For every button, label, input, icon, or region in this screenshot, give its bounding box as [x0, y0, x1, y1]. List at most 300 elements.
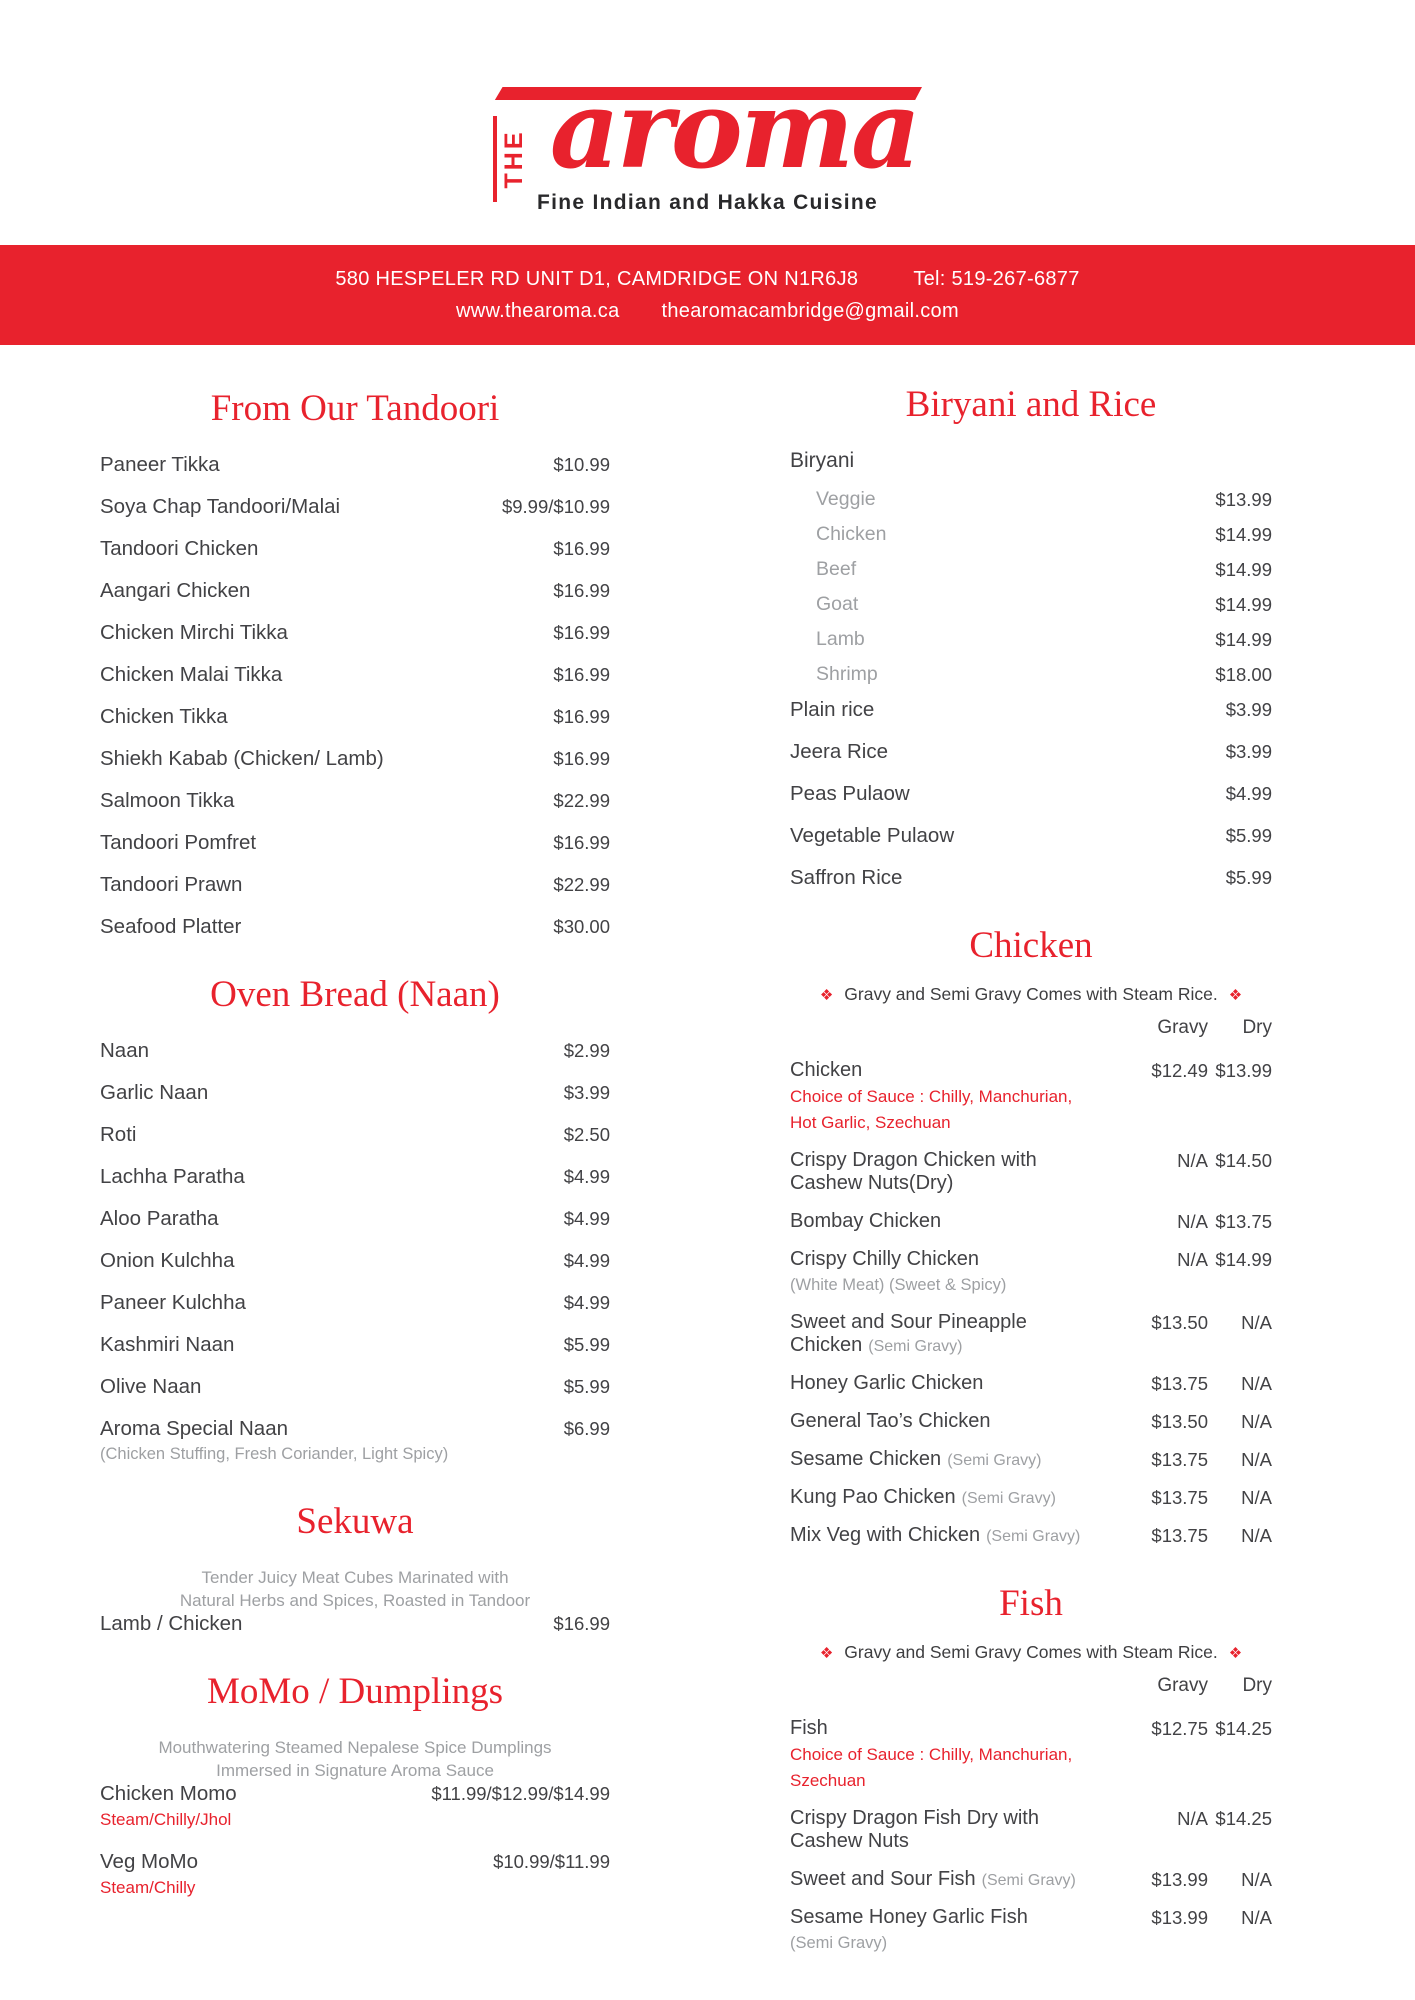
- item-name-block: [790, 593, 1215, 616]
- item-inline-note: (Semi Gravy): [981, 1872, 1076, 1889]
- item-name-line: [100, 1123, 550, 1146]
- menu-right-column: [790, 384, 1272, 1990]
- item-name: Goat: [816, 593, 859, 615]
- item-name-block: [100, 831, 553, 854]
- item-name: Lamb / Chicken: [100, 1612, 243, 1635]
- item-price: $2.50: [563, 1124, 610, 1145]
- item-name: Salmoon Tikka: [100, 789, 235, 812]
- item-name: Sweet and Sour Pineapple Chicken: [790, 1311, 1027, 1356]
- menu-item-row: [100, 537, 610, 560]
- contact-line-1: [335, 268, 1079, 291]
- menu-item-row: [790, 1059, 1272, 1134]
- item-name: Beef: [816, 558, 857, 580]
- menu-item-row: [790, 628, 1272, 651]
- menu-item-row: [100, 1291, 610, 1314]
- menu-item-row: [100, 915, 610, 938]
- item-name-line: [100, 1333, 550, 1356]
- item-sub-note: (Chicken Stuffing, Fresh Coriander, Light Spicy): [100, 1445, 449, 1463]
- section-subtitle: Natural Herbs and Spices, Roasted in Tandoor: [179, 1591, 531, 1610]
- item-name: Shiekh Kabab (Chicken/ Lamb): [100, 747, 384, 770]
- item-price-gravy: $13.99: [1151, 1907, 1208, 1928]
- menu-item-row: [100, 1207, 610, 1230]
- item-name: Jeera Rice: [790, 740, 888, 763]
- item-name: Sweet and Sour Fish: [790, 1868, 976, 1890]
- item-name: Fish: [790, 1717, 828, 1739]
- item-name: Garlic Naan: [100, 1081, 209, 1104]
- item-price: $14.99: [1215, 559, 1272, 580]
- item-name: Onion Kulchha: [100, 1249, 235, 1272]
- diamond-icon: ❖: [819, 1644, 834, 1662]
- item-name: Paneer Tikka: [100, 453, 220, 476]
- item-name: Chicken: [790, 1059, 863, 1081]
- section-subtitle: Immersed in Signature Aroma Sauce: [216, 1761, 494, 1780]
- item-price: $5.99: [1225, 825, 1272, 846]
- menu-item-row: [790, 740, 1272, 763]
- menu-item-row: [100, 453, 610, 476]
- item-inline-note: (Semi Gravy): [961, 1490, 1056, 1507]
- menu-section: [100, 1671, 610, 1899]
- item-name-block: [100, 1039, 564, 1062]
- item-price-gravy: $13.50: [1151, 1411, 1208, 1432]
- item-name: Sesame Chicken: [790, 1448, 942, 1470]
- item-price: $10.99: [553, 454, 610, 475]
- item-name: Sesame Honey Garlic Fish: [790, 1906, 1028, 1928]
- item-name-block: [790, 824, 1226, 847]
- phone-number: Tel: 519-267-6877: [913, 267, 1080, 290]
- item-price-gravy: N/A: [1177, 1150, 1208, 1171]
- item-price: $13.99: [1215, 489, 1272, 510]
- menu-item-row: [790, 1906, 1272, 1954]
- section-subtitle: Tender Juicy Meat Cubes Marinated with: [201, 1568, 509, 1587]
- item-name-line: [790, 1486, 1098, 1509]
- menu-item-row: [100, 1782, 610, 1831]
- item-price-dry: $13.75: [1215, 1211, 1272, 1232]
- item-price: $3.99: [563, 1082, 610, 1103]
- logo-the-text: THE: [493, 116, 529, 202]
- item-name-line: [790, 523, 1201, 546]
- item-price-dry: $13.99: [1215, 1060, 1272, 1081]
- item-name-block: [100, 537, 553, 560]
- menu-item-row: [790, 1410, 1272, 1433]
- item-name-line: [790, 488, 1201, 511]
- item-inline-note: (Semi Gravy): [947, 1452, 1042, 1469]
- menu-item-row: [790, 1717, 1272, 1792]
- item-name-line: [100, 537, 539, 560]
- item-name-line: [790, 663, 1201, 686]
- item-red-note: Choice of Sauce : Chilly, Manchurian,: [790, 1087, 1073, 1106]
- item-name: Kashmiri Naan: [100, 1333, 235, 1356]
- menu-item-row: [100, 1333, 610, 1356]
- item-price: $14.99: [1215, 594, 1272, 615]
- item-price: $16.99: [553, 706, 610, 727]
- price-column-label: Dry: [1242, 1675, 1272, 1696]
- item-name: Peas Pulaow: [790, 782, 910, 805]
- item-price-gravy: $12.75: [1151, 1718, 1208, 1739]
- item-price: $18.00: [1215, 664, 1272, 685]
- item-name-line: [100, 495, 488, 518]
- section-note-text: Gravy and Semi Gravy Comes with Steam Rice.: [844, 1642, 1218, 1662]
- item-price-dry: N/A: [1241, 1373, 1272, 1394]
- menu-item-row: [790, 1149, 1272, 1195]
- item-name-line: [790, 1210, 1098, 1233]
- item-price: $9.99/$10.99: [501, 496, 610, 517]
- logo-tagline: Fine Indian and Hakka Cuisine: [536, 191, 879, 214]
- item-name-block: [790, 782, 1226, 805]
- price-column-headers: [790, 1017, 1272, 1039]
- item-name-block: [790, 663, 1215, 686]
- item-name: Chicken Mirchi Tikka: [100, 621, 288, 644]
- item-name-block: [100, 495, 502, 518]
- price-column-headers: [790, 1675, 1272, 1697]
- item-name-line: [100, 1081, 550, 1104]
- item-name-block: [790, 1210, 1112, 1233]
- item-name-block: [790, 866, 1226, 889]
- menu-section: [100, 1501, 610, 1635]
- item-price-dry: $14.25: [1215, 1808, 1272, 1829]
- item-name-block: [790, 1906, 1112, 1954]
- item-name-block: [100, 1612, 553, 1635]
- item-name-line: [100, 1165, 550, 1188]
- price-header-spacer: [790, 1017, 1112, 1039]
- item-name-block: [790, 1248, 1112, 1296]
- item-price: $10.99/$11.99: [493, 1851, 610, 1872]
- item-name: Mix Veg with Chicken: [790, 1524, 981, 1546]
- item-price-dry: N/A: [1241, 1869, 1272, 1890]
- item-name-line: [790, 824, 1212, 847]
- item-name-block: [790, 1524, 1112, 1547]
- menu-item-row: [100, 747, 610, 770]
- item-name-line: [790, 449, 1258, 472]
- item-price: $4.99: [1225, 783, 1272, 804]
- item-price: $22.99: [553, 874, 610, 895]
- item-name-line: [100, 831, 539, 854]
- menu-section: [790, 925, 1272, 1547]
- item-name-line: [790, 1717, 1098, 1740]
- item-name-line: [100, 1375, 550, 1398]
- item-name-block: [790, 1448, 1112, 1471]
- section-note: [790, 984, 1272, 1005]
- menu-item-row: [790, 1210, 1272, 1233]
- item-red-note: Choice of Sauce : Chilly, Manchurian,: [790, 1745, 1073, 1764]
- menu-item-row: [100, 831, 610, 854]
- item-name-line: [100, 789, 539, 812]
- menu-item-row: [100, 1850, 610, 1899]
- item-price-dry: $14.50: [1215, 1150, 1272, 1171]
- item-name-block: [100, 915, 553, 938]
- item-name-line: [790, 1524, 1098, 1547]
- item-price: $2.99: [563, 1040, 610, 1061]
- item-name-line: [100, 453, 539, 476]
- menu-item-row: [790, 1248, 1272, 1296]
- item-price-gravy: $13.50: [1151, 1312, 1208, 1333]
- item-price: $16.99: [553, 580, 610, 601]
- menu-item-row: [790, 1448, 1272, 1471]
- item-price-dry: N/A: [1241, 1525, 1272, 1546]
- item-price: $16.99: [553, 832, 610, 853]
- menu-item-row: [100, 1123, 610, 1146]
- section-title: Chicken: [969, 925, 1093, 966]
- item-name: Plain rice: [790, 698, 875, 721]
- item-name-block: [100, 1165, 564, 1188]
- item-name-block: [790, 1059, 1112, 1134]
- section-title: Biryani and Rice: [905, 384, 1157, 425]
- item-name: Bombay Chicken: [790, 1210, 942, 1232]
- menu-item-row: [790, 523, 1272, 546]
- section-title: MoMo / Dumplings: [206, 1671, 504, 1712]
- menu-item-row: [100, 705, 610, 728]
- item-price: $4.99: [563, 1208, 610, 1229]
- item-price: $4.99: [563, 1166, 610, 1187]
- item-name-line: [790, 628, 1201, 651]
- item-price-gravy: N/A: [1177, 1249, 1208, 1270]
- item-price: $11.99/$12.99/$14.99: [431, 1783, 610, 1804]
- item-name-line: [790, 1448, 1098, 1471]
- item-name-block: [100, 1333, 564, 1356]
- item-price: $4.99: [563, 1292, 610, 1313]
- item-name: Saffron Rice: [790, 866, 903, 889]
- item-name-block: [100, 747, 553, 770]
- menu-item-row: [790, 1372, 1272, 1395]
- item-name: Honey Garlic Chicken: [790, 1372, 984, 1394]
- item-name-block: [100, 1207, 564, 1230]
- item-name: Chicken: [816, 523, 887, 545]
- item-name-block: [100, 789, 553, 812]
- item-name: Kung Pao Chicken: [790, 1486, 956, 1508]
- item-sub-note: (Semi Gravy): [790, 1934, 888, 1952]
- item-price-dry: $14.99: [1215, 1249, 1272, 1270]
- section-note-text: Gravy and Semi Gravy Comes with Steam Rice.: [844, 984, 1218, 1004]
- item-name: Aroma Special Naan: [100, 1417, 289, 1440]
- item-name-block: [790, 1807, 1112, 1853]
- item-name-line: [790, 1410, 1098, 1433]
- item-name-line: [790, 593, 1201, 616]
- item-name: Crispy Chilly Chicken: [790, 1248, 979, 1270]
- item-inline-note: (Semi Gravy): [986, 1528, 1081, 1545]
- item-name-line: [100, 621, 539, 644]
- restaurant-logo: [490, 67, 930, 205]
- item-inline-note: (Semi Gravy): [868, 1338, 963, 1355]
- item-name: Naan: [100, 1039, 150, 1062]
- item-price-gravy: $13.75: [1151, 1487, 1208, 1508]
- item-name: Chicken Tikka: [100, 705, 228, 728]
- item-name: Veg MoMo: [100, 1850, 198, 1873]
- menu-item-row: [100, 873, 610, 896]
- contact-line-2: [456, 300, 959, 323]
- item-name-line: [100, 1207, 550, 1230]
- item-name-line: [100, 705, 539, 728]
- item-name: Veggie: [816, 488, 876, 510]
- item-name-block: [790, 1717, 1112, 1792]
- item-red-note: Szechuan: [790, 1771, 866, 1790]
- item-name: Aangari Chicken: [100, 579, 251, 602]
- item-name-line: [100, 1782, 417, 1805]
- item-name-block: [100, 873, 553, 896]
- item-price-gravy: N/A: [1177, 1808, 1208, 1829]
- menu-item-row: [790, 1524, 1272, 1547]
- item-name: Crispy Dragon Chicken with Cashew Nuts(Dry): [790, 1149, 1037, 1194]
- diamond-icon: ❖: [819, 986, 834, 1004]
- item-price-gravy: $13.75: [1151, 1373, 1208, 1394]
- menu-item-row: [100, 663, 610, 686]
- item-name-line: [790, 782, 1212, 805]
- item-name-block: [790, 1149, 1112, 1195]
- item-name-block: [100, 1123, 564, 1146]
- diamond-icon: ❖: [1228, 1644, 1243, 1662]
- price-column-label: Dry: [1242, 1017, 1272, 1038]
- item-name-block: [100, 1850, 493, 1899]
- item-name: Paneer Kulchha: [100, 1291, 246, 1314]
- item-price: $3.99: [1225, 699, 1272, 720]
- menu-item-row: [790, 1311, 1272, 1357]
- item-name: Crispy Dragon Fish Dry with Cashew Nuts: [790, 1807, 1039, 1852]
- item-name: Chicken Malai Tikka: [100, 663, 283, 686]
- section-title: Oven Bread (Naan): [210, 974, 500, 1015]
- item-name: Seafood Platter: [100, 915, 242, 938]
- item-name-line: [100, 915, 539, 938]
- price-column-label: Gravy: [1157, 1675, 1208, 1696]
- item-name-block: [790, 449, 1272, 472]
- menu-item-row: [790, 1868, 1272, 1891]
- item-price: $16.99: [553, 538, 610, 559]
- menu-item-row: [790, 558, 1272, 581]
- item-name-block: [100, 1375, 564, 1398]
- section-subtitle: Mouthwatering Steamed Nepalese Spice Dumplings: [158, 1738, 552, 1757]
- item-name: Tandoori Prawn: [100, 873, 243, 896]
- item-price-dry: N/A: [1241, 1487, 1272, 1508]
- item-name-line: [790, 1149, 1098, 1195]
- item-name-block: [790, 1410, 1112, 1433]
- logo-brand-script: aroma: [549, 67, 919, 193]
- menu-item-row: [100, 1612, 610, 1635]
- street-address: 580 HESPELER RD UNIT D1, CAMDRIDGE ON N1R6J8: [335, 267, 859, 290]
- menu-item-row: [100, 621, 610, 644]
- item-price-gravy: $12.49: [1151, 1060, 1208, 1081]
- menu-item-row: [790, 824, 1272, 847]
- menu-item-row: [790, 449, 1272, 472]
- item-name-block: [100, 453, 553, 476]
- item-price: $5.99: [563, 1376, 610, 1397]
- item-red-note: Steam/Chilly: [100, 1878, 196, 1897]
- item-name-block: [790, 1311, 1112, 1357]
- email-address: thearomacambridge@gmail.com: [661, 299, 959, 322]
- item-name-block: [100, 1081, 564, 1104]
- item-name-block: [790, 523, 1215, 546]
- item-name-block: [790, 1372, 1112, 1395]
- item-name-block: [790, 558, 1215, 581]
- menu-item-row: [100, 789, 610, 812]
- menu-item-row: [790, 488, 1272, 511]
- item-price-dry: N/A: [1241, 1449, 1272, 1470]
- item-price-dry: N/A: [1241, 1907, 1272, 1928]
- item-name-block: [790, 698, 1226, 721]
- item-price-dry: $14.25: [1215, 1718, 1272, 1739]
- item-price-gravy: $13.75: [1151, 1525, 1208, 1546]
- menu-item-row: [100, 1165, 610, 1188]
- item-name-line: [100, 1039, 550, 1062]
- item-name-block: [100, 705, 553, 728]
- item-name: Vegetable Pulaow: [790, 824, 955, 847]
- item-name: Soya Chap Tandoori/Malai: [100, 495, 341, 518]
- item-red-note: Steam/Chilly/Jhol: [100, 1810, 232, 1829]
- item-name-block: [790, 1486, 1112, 1509]
- section-title: Sekuwa: [296, 1501, 414, 1542]
- item-name-line: [790, 740, 1212, 763]
- menu-item-row: [790, 698, 1272, 721]
- item-name-block: [100, 621, 553, 644]
- menu-item-row: [100, 1081, 610, 1104]
- item-sub-note: (White Meat) (Sweet & Spicy): [790, 1276, 1007, 1294]
- item-name-line: [100, 579, 539, 602]
- item-price: $22.99: [553, 790, 610, 811]
- menu-item-row: [100, 579, 610, 602]
- item-price-gravy: $13.75: [1151, 1449, 1208, 1470]
- section-title: From Our Tandoori: [210, 388, 500, 429]
- item-price: $16.99: [553, 664, 610, 685]
- item-name-block: [100, 1291, 564, 1314]
- menu-item-row: [790, 1486, 1272, 1509]
- item-name: Olive Naan: [100, 1375, 202, 1398]
- item-price: $5.99: [1225, 867, 1272, 888]
- item-price: $16.99: [553, 748, 610, 769]
- item-price: $5.99: [563, 1334, 610, 1355]
- item-name-line: [790, 1906, 1098, 1929]
- item-name-block: [100, 579, 553, 602]
- price-header-spacer: [790, 1675, 1112, 1697]
- menu-item-row: [790, 1807, 1272, 1853]
- item-name: Tandoori Pomfret: [100, 831, 257, 854]
- menu-section: [100, 388, 610, 938]
- item-name-block: [790, 740, 1226, 763]
- diamond-icon: ❖: [1228, 986, 1243, 1004]
- item-name-line: [790, 1311, 1098, 1357]
- item-name-line: [790, 1868, 1098, 1891]
- item-price: $3.99: [1225, 741, 1272, 762]
- item-name-line: [790, 1372, 1098, 1395]
- website-url: www.thearoma.ca: [456, 299, 620, 322]
- menu-item-row: [100, 1375, 610, 1398]
- menu-item-row: [100, 1417, 610, 1465]
- item-name-line: [100, 663, 539, 686]
- item-name: Roti: [100, 1123, 137, 1146]
- item-name: General Tao’s Chicken: [790, 1410, 991, 1432]
- item-price: $4.99: [563, 1250, 610, 1271]
- section-title: Fish: [999, 1583, 1063, 1624]
- item-name-block: [100, 663, 553, 686]
- item-name: Lamb: [816, 628, 865, 650]
- item-price: $14.99: [1215, 524, 1272, 545]
- item-name-line: [100, 747, 539, 770]
- item-price: $30.00: [553, 916, 610, 937]
- item-name-block: [100, 1417, 564, 1465]
- item-red-note: Hot Garlic, Szechuan: [790, 1113, 951, 1132]
- menu-item-row: [100, 1249, 610, 1272]
- contact-band: [0, 245, 1415, 345]
- item-name-line: [100, 1291, 550, 1314]
- item-price-gravy: $13.99: [1151, 1869, 1208, 1890]
- menu-item-row: [100, 1039, 610, 1062]
- item-name-line: [100, 1850, 479, 1873]
- item-name-block: [790, 488, 1215, 511]
- item-name-block: [100, 1249, 564, 1272]
- menu-item-row: [790, 866, 1272, 889]
- item-name-line: [790, 558, 1201, 581]
- item-name: Tandoori Chicken: [100, 537, 259, 560]
- item-name: Biryani: [790, 449, 855, 472]
- item-name-block: [790, 1868, 1112, 1891]
- menu-section: [100, 974, 610, 1465]
- item-name: Lachha Paratha: [100, 1165, 245, 1188]
- item-name-line: [100, 1249, 550, 1272]
